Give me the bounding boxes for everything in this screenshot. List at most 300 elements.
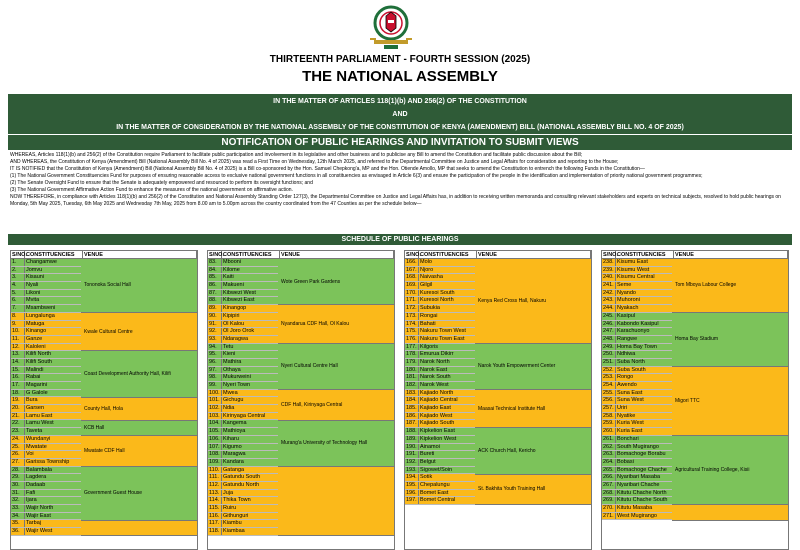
constituency-name: Kipkelion West (419, 436, 477, 443)
constituency-name: Molo (419, 259, 477, 266)
row-number: 98. (208, 374, 222, 381)
row-number: 246. (602, 321, 616, 328)
row-number: 19. (11, 397, 25, 404)
constituency-name: Gilgil (419, 282, 477, 289)
constituency-name: Ganze (25, 336, 83, 343)
constituency-name: Emurua Dikirr (419, 351, 477, 358)
constituency-name: Kaloleni (25, 344, 83, 351)
constituency-name: Voi (25, 451, 83, 458)
table-header (405, 251, 591, 259)
constituency-name: Kitutu Masaba (616, 505, 674, 512)
row-number: 110. (208, 467, 222, 474)
constituency-name: Kipipiri (222, 313, 280, 320)
constituency-name: Gatundu North (222, 482, 280, 489)
constituency-name: Msambweni (25, 305, 83, 312)
row-number: 258. (602, 413, 616, 420)
fund-item-2: (2) The Senate Oversight Fund to ensure that the Senate is adequately empowered and resourced to perform its oversight functions; and (10, 180, 313, 186)
row-number: 255. (602, 390, 616, 397)
venue-cell: Murang'a University of Technology Hall (278, 421, 394, 467)
constituency-name: Nakuru Town East (419, 336, 477, 343)
row-number: 168. (405, 274, 419, 281)
row-number: 247. (602, 328, 616, 335)
constituency-name: Kisumu West (616, 267, 674, 274)
row-number: 184. (405, 397, 419, 404)
row-number: 114. (208, 497, 222, 504)
row-number: 7. (11, 305, 25, 312)
constituency-name: Bonchari (616, 436, 674, 443)
constituency-name: Kuria East (616, 428, 674, 435)
schedule-banner: SCHEDULE OF PUBLIC HEARINGS (8, 234, 792, 245)
header-sn: S/NO. (603, 252, 618, 258)
venue-cell: Nyeri Cultural Centre Hall (278, 344, 394, 390)
constituency-name: Kandara (222, 459, 280, 466)
table-header (602, 251, 788, 259)
row-number: 36. (11, 528, 25, 535)
row-number: 109. (208, 459, 222, 466)
header-venue: VENUE (280, 251, 394, 258)
kenya-coat-of-arms-icon (364, 2, 418, 52)
constituency-name: Homa Bay Town (616, 344, 674, 351)
venue-cell (81, 521, 197, 536)
constituency-name: Nyeri Town (222, 382, 280, 389)
row-number: 104. (208, 420, 222, 427)
row-number: 27. (11, 459, 25, 466)
constituency-name: Juja (222, 490, 280, 497)
row-number: 22. (11, 420, 25, 427)
row-number: 111. (208, 474, 222, 481)
constituency-name: Mwea (222, 390, 280, 397)
constituency-name: Lamu West (25, 420, 83, 427)
constituency-name: Garissa Township (25, 459, 83, 466)
row-number: 1. (11, 259, 25, 266)
row-number: 166. (405, 259, 419, 266)
row-number: 20. (11, 405, 25, 412)
row-number: 83. (208, 259, 222, 266)
session-title: THIRTEENTH PARLIAMENT - FOURTH SESSION (2025) (269, 54, 531, 65)
constituency-name: Kirinyaga Central (222, 413, 280, 420)
row-number: 260. (602, 428, 616, 435)
constituency-name: Kajiado Central (419, 397, 477, 404)
constituency-name: Rongo (616, 374, 674, 381)
row-number: 21. (11, 413, 25, 420)
row-number: 26. (11, 451, 25, 458)
constituency-name: Bomachoge Borabu (616, 451, 674, 458)
matter-line-2: AND (392, 111, 408, 118)
constituency-name: Kilgoris (419, 344, 477, 351)
row-number: 101. (208, 397, 222, 404)
row-number: 185. (405, 405, 419, 412)
constituency-name: Suba South (616, 367, 674, 374)
constituency-name: Ruiru (222, 505, 280, 512)
constituency-name: Kuria West (616, 420, 674, 427)
row-number: 186. (405, 413, 419, 420)
constituency-name: Kilifi South (25, 359, 83, 366)
constituency-name: Nyaribari Masaba (616, 474, 674, 481)
constituency-name: Nyaribari Chache (616, 482, 674, 489)
row-number: 115. (208, 505, 222, 512)
header-constituency: CONSTITUENCIES (616, 251, 674, 258)
row-number: 261. (602, 436, 616, 443)
row-number: 251. (602, 359, 616, 366)
constituency-name: Kajiado East (419, 405, 477, 412)
constituency-name: Kuresoi South (419, 290, 477, 297)
constituency-name: Kisumu East (616, 259, 674, 266)
constituency-name: Bureti (419, 451, 477, 458)
constituency-name: Kisauni (25, 274, 83, 281)
constituency-name: Mathira (222, 359, 280, 366)
row-number: 100. (208, 390, 222, 397)
row-number: 16. (11, 374, 25, 381)
row-number: 11. (11, 336, 25, 343)
constituency-name: Naivasha (419, 274, 477, 281)
constituency-name: Ijara (25, 497, 83, 504)
row-number: 174. (405, 321, 419, 328)
constituency-name: Gatanga (222, 467, 280, 474)
constituency-name: Awendo (616, 382, 674, 389)
row-number: 10. (11, 328, 25, 335)
header-constituency: CONSTITUENCIES (222, 251, 280, 258)
constituency-name: Lamu East (25, 413, 83, 420)
fund-item-3: (3) The National Government Affirmative Action Fund to enhance the measures of the national government on affirmative action. (10, 187, 293, 193)
row-number: 180. (405, 367, 419, 374)
constituency-name: Likoni (25, 290, 83, 297)
row-number: 193. (405, 467, 419, 474)
header-sn: S/NO. (406, 252, 421, 258)
row-number: 271. (602, 513, 616, 520)
row-number: 14. (11, 359, 25, 366)
venue-cell: Narok Youth Empowerment Center (475, 344, 591, 390)
constituency-name: Narok South (419, 374, 477, 381)
row-number: 24. (11, 436, 25, 443)
row-number: 241. (602, 282, 616, 289)
constituency-name: Taveta (25, 428, 83, 435)
schedule-table-1 (10, 250, 198, 550)
row-number: 86. (208, 282, 222, 289)
row-number: 240. (602, 274, 616, 281)
row-number: 30. (11, 482, 25, 489)
constituency-name: Mbooni (222, 259, 280, 266)
constituency-name: Mwatate (25, 444, 83, 451)
constituency-name: Wajir East (25, 513, 83, 520)
row-number: 94. (208, 344, 222, 351)
row-number: 171. (405, 297, 419, 304)
constituency-name: Kangema (222, 420, 280, 427)
row-number: 108. (208, 451, 222, 458)
constituency-name: Mukurweini (222, 374, 280, 381)
constituency-name: Tarbaj (25, 520, 83, 527)
constituency-name: Narok East (419, 367, 477, 374)
constituency-name: Changamwe (25, 259, 83, 266)
row-number: 249. (602, 344, 616, 351)
header-sn: S/NO. (209, 252, 224, 258)
row-number: 178. (405, 351, 419, 358)
venue-cell: Kenya Red Cross Hall, Nakuru (475, 259, 591, 344)
constituency-name: Rabai (25, 374, 83, 381)
constituency-name: Kisumu Central (616, 274, 674, 281)
constituency-name: Makueni (222, 282, 280, 289)
header-venue: VENUE (674, 251, 788, 258)
constituency-name: Magarini (25, 382, 83, 389)
row-number: 189. (405, 436, 419, 443)
row-number: 269. (602, 497, 616, 504)
row-number: 190. (405, 444, 419, 451)
row-number: 239. (602, 267, 616, 274)
assembly-title: THE NATIONAL ASSEMBLY (302, 68, 498, 85)
constituency-name: Nakuru Town West (419, 328, 477, 335)
constituency-name: Lungalunga (25, 313, 83, 320)
row-number: 23. (11, 428, 25, 435)
row-number: 243. (602, 297, 616, 304)
constituency-name: Kiharu (222, 436, 280, 443)
row-number: 13. (11, 351, 25, 358)
constituency-name: Kasipul (616, 313, 674, 320)
row-number: 172. (405, 305, 419, 312)
constituency-name: Kaiti (222, 274, 280, 281)
venue-cell: CDF Hall, Kirinyaga Central (278, 390, 394, 421)
constituency-name: Kitutu Chache North (616, 490, 674, 497)
constituency-name: Fafi (25, 490, 83, 497)
row-number: 253. (602, 374, 616, 381)
constituency-name: Sotik (419, 474, 477, 481)
row-number: 92. (208, 328, 222, 335)
constituency-name: Kajiado West (419, 413, 477, 420)
row-number: 182. (405, 382, 419, 389)
row-number: 113. (208, 490, 222, 497)
constituency-name: Kilifi North (25, 351, 83, 358)
row-number: 173. (405, 313, 419, 320)
constituency-name: Kiambaa (222, 528, 280, 535)
constituency-name: G Galole (25, 390, 83, 397)
row-number: 257. (602, 405, 616, 412)
row-number: 270. (602, 505, 616, 512)
row-number: 84. (208, 267, 222, 274)
row-number: 2. (11, 267, 25, 274)
constituency-name: Kajiado North (419, 390, 477, 397)
venue-cell: Mwatate CDF Hall (81, 436, 197, 467)
matter-banner (8, 94, 792, 134)
row-number: 252. (602, 367, 616, 374)
row-number: 177. (405, 344, 419, 351)
row-number: 248. (602, 336, 616, 343)
row-number: 89. (208, 305, 222, 312)
row-number: 267. (602, 482, 616, 489)
constituency-name: Narok North (419, 359, 477, 366)
constituency-name: Kieni (222, 351, 280, 358)
venue-cell: Kwale Cultural Centre (81, 313, 197, 352)
row-number: 192. (405, 459, 419, 466)
constituency-name: Ol Joro Orok (222, 328, 280, 335)
constituency-name: Mvita (25, 297, 83, 304)
venue-cell: Maasai Technical Institute Hall (475, 390, 591, 429)
constituency-name: Bobasi (616, 459, 674, 466)
row-number: 97. (208, 367, 222, 374)
row-number: 15. (11, 367, 25, 374)
row-number: 87. (208, 290, 222, 297)
matter-line-1: IN THE MATTER OF ARTICLES 118(1)(b) AND 256(2) OF THE CONSTITUTION (273, 98, 527, 105)
header-constituency: CONSTITUENCIES (25, 251, 83, 258)
constituency-name: Kibwezi West (222, 290, 280, 297)
schedule-table-2 (207, 250, 395, 550)
row-number: 263. (602, 451, 616, 458)
constituency-name: Narok West (419, 382, 477, 389)
constituency-name: Karachuonyo (616, 328, 674, 335)
header-venue: VENUE (83, 251, 197, 258)
venue-cell: Wote Green Park Gardens (278, 259, 394, 305)
constituency-name: Gichugu (222, 397, 280, 404)
constituency-name: Bomachoge Chache (616, 467, 674, 474)
constituency-name: Nyatike (616, 413, 674, 420)
venue-cell: County Hall, Hola (81, 398, 197, 421)
row-number: 196. (405, 490, 419, 497)
row-number: 254. (602, 382, 616, 389)
row-number: 187. (405, 420, 419, 427)
constituency-name: Jomvu (25, 267, 83, 274)
row-number: 169. (405, 282, 419, 289)
constituency-name: Rangwe (616, 336, 674, 343)
venue-cell (278, 467, 394, 536)
constituency-name: Chepalungu (419, 482, 477, 489)
constituency-name: Mathioya (222, 428, 280, 435)
constituency-name: Gatundu South (222, 474, 280, 481)
venue-cell: KCB Hall (81, 421, 197, 436)
venue-cell: Coast Development Authority Hall, Kilifi (81, 351, 197, 397)
row-number: 18. (11, 390, 25, 397)
constituency-name: Uriri (616, 405, 674, 412)
row-number: 191. (405, 451, 419, 458)
constituency-name: Dadaab (25, 482, 83, 489)
schedule-table-3 (404, 250, 592, 550)
constituency-name: Kajiado South (419, 420, 477, 427)
row-number: 117. (208, 520, 222, 527)
row-number: 170. (405, 290, 419, 297)
venue-cell: Homa Bay Stadium (672, 313, 788, 367)
row-number: 268. (602, 490, 616, 497)
constituency-name: Sigowet/Soin (419, 467, 477, 474)
row-number: 265. (602, 467, 616, 474)
row-number: 107. (208, 444, 222, 451)
schedule-table-4 (601, 250, 789, 550)
fund-item-1: (1) The National Government Constituencies Fund for purposes of ensuring reasonable access to exclusive national government functions in all constituencies as envisaged in Article 6(3) and ensure the participation of the people in the identification and implementation of priority national government programmes; (10, 173, 703, 179)
constituency-name: Kinangop (222, 305, 280, 312)
constituency-name: Othaya (222, 367, 280, 374)
constituency-name: Kilome (222, 267, 280, 274)
row-number: 102. (208, 405, 222, 412)
header-venue: VENUE (477, 251, 591, 258)
constituency-name: Bahati (419, 321, 477, 328)
constituency-name: Bura (25, 397, 83, 404)
constituency-name: Kibwezi East (222, 297, 280, 304)
row-number: 90. (208, 313, 222, 320)
venue-cell: Tononoka Social Hall (81, 259, 197, 313)
constituency-name: Malindi (25, 367, 83, 374)
constituency-name: Suba North (616, 359, 674, 366)
row-number: 25. (11, 444, 25, 451)
row-number: 195. (405, 482, 419, 489)
constituency-name: Wundanyi (25, 436, 83, 443)
venue-cell: Tom Mboya Labour College (672, 259, 788, 313)
row-number: 31. (11, 490, 25, 497)
row-number: 188. (405, 428, 419, 435)
row-number: 29. (11, 474, 25, 481)
constituency-name: Seme (616, 282, 674, 289)
constituency-name: Belgut (419, 459, 477, 466)
header-constituency: CONSTITUENCIES (419, 251, 477, 258)
row-number: 118. (208, 528, 222, 535)
row-number: 12. (11, 344, 25, 351)
row-number: 112. (208, 482, 222, 489)
constituency-name: Kipkelion East (419, 428, 477, 435)
row-number: 264. (602, 459, 616, 466)
constituency-name: Suna East (616, 390, 674, 397)
constituency-name: Matuga (25, 321, 83, 328)
and-whereas-paragraph: AND WHEREAS, the Constitution of Kenya (Amendment) Bill (National Assembly Bill No. 4 of 2025) was read a First Time on Wednesday, 12th March 2025, and referred to the Departmental Committee on Justice and Legal Affairs for consideration and reporting to the House; (10, 159, 619, 165)
row-number: 266. (602, 474, 616, 481)
constituency-name: Githunguri (222, 513, 280, 520)
row-number: 175. (405, 328, 419, 335)
constituency-name: Nyakach (616, 305, 674, 312)
row-number: 17. (11, 382, 25, 389)
row-number: 179. (405, 359, 419, 366)
constituency-name: South Mugirango (616, 444, 674, 451)
row-number: 99. (208, 382, 222, 389)
constituency-name: Bomet East (419, 490, 477, 497)
constituency-name: Garsen (25, 405, 83, 412)
now-therefore-paragraph: NOW THEREFORE, in compliance with Articles 118(1)(b) and 256(2) of the Constitution and National Assembly Standing Order 127(3), the Departmental Committee on Justice and Legal Affairs has, in addition to receiving written memoranda and consulting relevant stakeholders and experts on technical subjects, resolved to hold public hearings on Monday, 5th May 2025, Tuesday, 6th May 2025 and Wednesday 7th May, 2025 from 8.00 am to 5.00pm across the country coordinated from the 47 Counties as per the schedule below— (10, 194, 781, 207)
constituency-name: Kitutu Chache South (616, 497, 674, 504)
venue-cell: St. Bakhita Youth Training Hall (475, 475, 591, 506)
constituency-name: Ndia (222, 405, 280, 412)
row-number: 256. (602, 397, 616, 404)
matter-line-3: IN THE MATTER OF CONSIDERATION BY THE NATIONAL ASSEMBLY OF THE CONSTITUTION OF KENYA (AMENDMENT) BILL (NATIONAL ASSEMBLY BILL NO. 4 OF 2025) (116, 124, 684, 131)
header-sn: S/NO. (12, 252, 27, 258)
whereas-paragraph: WHEREAS, Articles 118(1)(b) and 256(2) of the Constitution require Parliament to facilitate public participation and involvement in its legislative and other business and to publicise any Bill to amend the Constitution and facilitate public discussion about the Bill; (10, 152, 583, 158)
row-number: 183. (405, 390, 419, 397)
row-number: 244. (602, 305, 616, 312)
venue-cell: ACK Church Hall, Kericho (475, 428, 591, 474)
constituency-name: Tetu (222, 344, 280, 351)
constituency-name: Ainamoi (419, 444, 477, 451)
row-number: 95. (208, 351, 222, 358)
constituency-name: Kigumo (222, 444, 280, 451)
constituency-name: Suna West (616, 397, 674, 404)
row-number: 238. (602, 259, 616, 266)
constituency-name: Kinango (25, 328, 83, 335)
venue-cell: Agricultural Training College, Kisii (672, 436, 788, 505)
constituency-name: Maragwa (222, 451, 280, 458)
row-number: 245. (602, 313, 616, 320)
row-number: 167. (405, 267, 419, 274)
row-number: 259. (602, 420, 616, 427)
row-number: 250. (602, 351, 616, 358)
constituency-name: Ndhiwa (616, 351, 674, 358)
constituency-name: Rongai (419, 313, 477, 320)
constituency-name: Bomet Central (419, 497, 477, 504)
constituency-name: Kiambu (222, 520, 280, 527)
row-number: 8. (11, 313, 25, 320)
row-number: 194. (405, 474, 419, 481)
row-number: 9. (11, 321, 25, 328)
constituency-name: Muhoroni (616, 297, 674, 304)
row-number: 3. (11, 274, 25, 281)
row-number: 242. (602, 290, 616, 297)
venue-cell: Migori TTC (672, 367, 788, 436)
row-number: 116. (208, 513, 222, 520)
constituency-name: Kuresoi North (419, 297, 477, 304)
notice-banner: NOTIFICATION OF PUBLIC HEARINGS AND INVITATION TO SUBMIT VIEWS (8, 135, 792, 150)
constituency-name: Subukia (419, 305, 477, 312)
row-number: 176. (405, 336, 419, 343)
notice-body (10, 152, 790, 208)
